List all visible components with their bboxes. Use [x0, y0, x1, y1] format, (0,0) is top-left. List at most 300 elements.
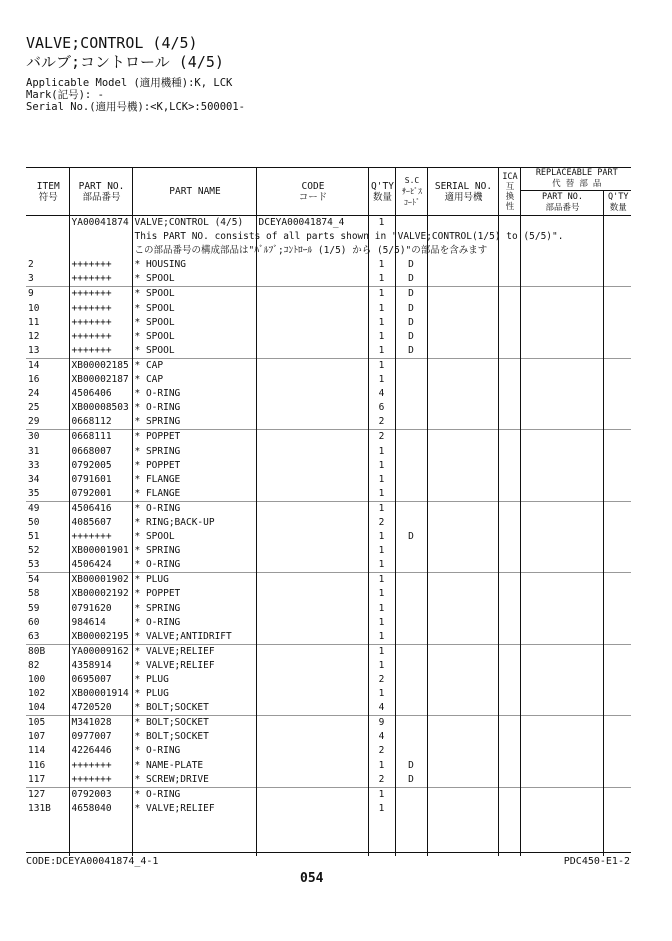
part-name-cell: * SCREW;DRIVE	[132, 773, 256, 788]
repl-qty-cell	[603, 516, 631, 530]
part-no-cell: +++++++	[69, 773, 132, 788]
repl-qty-cell	[603, 216, 631, 231]
table-row	[26, 787, 631, 802]
item-cell: 58	[28, 588, 40, 600]
item-cell: 53	[28, 559, 40, 571]
code-cell	[256, 659, 368, 673]
part-no-cell: YA00009162	[69, 644, 132, 659]
serial-cell	[427, 344, 498, 359]
item-cell: 131B	[28, 802, 51, 814]
serial-cell	[427, 544, 498, 558]
repl-part-cell	[520, 387, 603, 401]
serial-cell	[427, 415, 498, 430]
table-row	[26, 272, 631, 287]
repl-part-cell	[520, 358, 603, 373]
repl-part-cell	[520, 802, 603, 816]
code-cell	[256, 716, 368, 731]
ica-cell	[498, 387, 520, 401]
sc-cell	[395, 473, 427, 487]
part-no-cell: 0791620	[69, 602, 132, 616]
header-ica: ICA 互 換 性	[498, 168, 520, 216]
sc-cell: D	[395, 344, 427, 359]
ica-cell	[498, 216, 520, 231]
qty-cell: 1	[368, 573, 395, 588]
ica-cell	[498, 587, 520, 601]
repl-part-cell	[520, 558, 603, 573]
qty-cell: 1	[368, 558, 395, 573]
part-name-cell: * O-RING	[132, 558, 256, 573]
repl-part-cell	[520, 516, 603, 530]
part-no-cell: 0668111	[69, 430, 132, 445]
part-name-cell: * VALVE;RELIEF	[132, 802, 256, 816]
code-cell	[256, 558, 368, 573]
table-row	[26, 344, 631, 359]
part-no-cell: 4085607	[69, 516, 132, 530]
part-no-cell: XB00002195	[69, 630, 132, 645]
qty-cell: 1	[368, 602, 395, 616]
repl-qty-cell	[603, 573, 631, 588]
item-cell: 14	[26, 358, 69, 373]
footer-doc-id: PDC450-E1-2	[563, 856, 630, 867]
serial-cell	[427, 473, 498, 487]
repl-qty-cell	[603, 659, 631, 673]
table-row	[26, 659, 631, 673]
code-cell	[256, 759, 368, 773]
table-row	[26, 230, 631, 244]
part-no-cell: 4226446	[69, 744, 132, 758]
ica-cell	[498, 330, 520, 344]
sc-cell: D	[395, 258, 427, 272]
code-cell	[256, 373, 368, 387]
part-no-cell: XB00001914	[69, 687, 132, 701]
code-cell	[256, 687, 368, 701]
code-cell	[256, 644, 368, 659]
serial-cell	[427, 701, 498, 716]
ica-cell	[498, 530, 520, 544]
code-cell	[256, 473, 368, 487]
table-row	[26, 501, 631, 516]
part-no-cell: 0668112	[69, 415, 132, 430]
table-row	[26, 473, 631, 487]
repl-qty-cell	[603, 316, 631, 330]
repl-qty-cell	[603, 501, 631, 516]
qty-cell: 1	[368, 330, 395, 344]
repl-part-cell	[520, 716, 603, 731]
part-name-cell: * RING;BACK-UP	[132, 516, 256, 530]
qty-cell: 1	[368, 530, 395, 544]
qty-cell: 1	[368, 258, 395, 272]
part-no-cell: +++++++	[69, 287, 132, 302]
part-name-cell: * BOLT;SOCKET	[132, 716, 256, 731]
serial-cell	[427, 302, 498, 316]
sc-cell: D	[395, 773, 427, 788]
part-name-cell: * SPRING	[132, 445, 256, 459]
sc-cell: D	[395, 330, 427, 344]
item-cell	[26, 230, 69, 244]
ica-cell	[498, 802, 520, 816]
qty-cell: 1	[368, 802, 395, 816]
code-cell	[256, 358, 368, 373]
item-cell: 12	[28, 330, 40, 342]
item-cell: 104	[28, 702, 46, 714]
sc-cell	[395, 216, 427, 231]
title-jp: バルブ;コントロール (4/5)	[26, 53, 224, 71]
table-row	[26, 687, 631, 701]
ica-cell	[498, 644, 520, 659]
ica-cell	[498, 487, 520, 502]
serial-cell	[427, 459, 498, 473]
item-cell: 54	[26, 573, 69, 588]
table-row	[26, 802, 631, 816]
part-no-cell: YA00041874	[69, 216, 132, 231]
qty-cell: 1	[368, 630, 395, 645]
part-no-cell: XB00008503	[69, 401, 132, 415]
part-name-cell: * SPRING	[132, 544, 256, 558]
item-cell: 114	[28, 745, 46, 757]
code-cell	[256, 330, 368, 344]
item-cell: 127	[26, 787, 69, 802]
repl-part-cell	[520, 244, 603, 258]
item-cell: 30	[26, 430, 69, 445]
part-name-cell: * O-RING	[132, 401, 256, 415]
repl-part-cell	[520, 501, 603, 516]
repl-qty-cell	[603, 530, 631, 544]
qty-cell: 1	[368, 316, 395, 330]
code-cell	[256, 530, 368, 544]
part-name-cell: * FLANGE	[132, 487, 256, 502]
part-name-cell: * VALVE;RELIEF	[132, 659, 256, 673]
ica-cell	[498, 616, 520, 630]
qty-cell: 1	[368, 487, 395, 502]
ica-cell	[498, 673, 520, 687]
sc-cell	[395, 373, 427, 387]
repl-part-cell	[520, 630, 603, 645]
part-no-cell: 0668007	[69, 445, 132, 459]
repl-part-cell	[520, 730, 603, 744]
repl-part-cell	[520, 344, 603, 359]
table-row	[26, 401, 631, 415]
item-cell: 16	[28, 374, 40, 386]
code-cell	[256, 516, 368, 530]
table-row	[26, 415, 631, 430]
serial-cell	[427, 558, 498, 573]
table-row	[26, 759, 631, 773]
item-cell	[26, 244, 69, 258]
header-serial: SERIAL NO. 適用号機	[427, 168, 498, 216]
repl-part-cell	[520, 744, 603, 758]
header-replaceable: REPLACEABLE PART 代 替 部 品	[520, 168, 631, 191]
qty-cell: 2	[368, 744, 395, 758]
repl-qty-cell	[603, 387, 631, 401]
repl-part-cell	[520, 687, 603, 701]
item-cell	[26, 216, 69, 231]
repl-qty-cell	[603, 716, 631, 731]
qty-cell: 1	[368, 344, 395, 359]
repl-qty-cell	[603, 330, 631, 344]
repl-qty-cell	[603, 616, 631, 630]
sc-cell	[395, 387, 427, 401]
part-no-cell: 0792005	[69, 459, 132, 473]
item-cell: 105	[26, 716, 69, 731]
item-cell: 49	[26, 501, 69, 516]
code-cell	[256, 587, 368, 601]
qty-cell: 1	[368, 216, 395, 231]
repl-part-cell	[520, 673, 603, 687]
repl-qty-cell	[603, 630, 631, 645]
sc-cell	[395, 445, 427, 459]
ica-cell	[498, 430, 520, 445]
part-no-cell: +++++++	[69, 258, 132, 272]
table-row	[26, 701, 631, 716]
parts-table	[26, 167, 631, 856]
repl-qty-cell	[603, 445, 631, 459]
repl-part-cell	[520, 258, 603, 272]
ica-cell	[498, 573, 520, 588]
ica-cell	[498, 258, 520, 272]
part-name-cell: * SPOOL	[132, 272, 256, 287]
part-no-cell: 0977007	[69, 730, 132, 744]
repl-qty-cell	[603, 487, 631, 502]
part-name-cell: * O-RING	[132, 501, 256, 516]
item-cell: 59	[28, 602, 40, 614]
item-cell: 60	[28, 616, 40, 628]
header-code: CODE コード	[256, 168, 368, 216]
part-name-cell: * BOLT;SOCKET	[132, 730, 256, 744]
item-cell: 11	[28, 316, 40, 328]
qty-cell: 1	[368, 659, 395, 673]
repl-qty-cell	[603, 258, 631, 272]
repl-part-cell	[520, 287, 603, 302]
qty-cell: 1	[368, 787, 395, 802]
item-cell: 2	[28, 259, 34, 271]
serial-cell	[427, 716, 498, 731]
repl-part-cell	[520, 787, 603, 802]
code-cell	[256, 673, 368, 687]
table-row	[26, 445, 631, 459]
sc-cell	[395, 558, 427, 573]
qty-cell: 4	[368, 701, 395, 716]
item-cell: 63	[28, 630, 40, 642]
ica-cell	[498, 244, 520, 258]
item-cell: 50	[28, 516, 40, 528]
serial-cell	[427, 687, 498, 701]
qty-cell: 2	[368, 516, 395, 530]
ica-cell	[498, 302, 520, 316]
sc-cell	[395, 701, 427, 716]
repl-qty-cell	[603, 272, 631, 287]
page-number: 054	[300, 871, 324, 886]
part-no-cell: 0792001	[69, 487, 132, 502]
item-cell: 102	[28, 688, 46, 700]
repl-qty-cell	[603, 430, 631, 445]
footer-divider	[26, 852, 631, 853]
part-no-cell: 0791601	[69, 473, 132, 487]
table-row	[26, 316, 631, 330]
repl-qty-cell	[603, 473, 631, 487]
part-name-cell: * PLUG	[132, 673, 256, 687]
sc-cell	[395, 501, 427, 516]
qty-cell: 1	[368, 302, 395, 316]
sc-cell	[395, 358, 427, 373]
table-row	[26, 744, 631, 758]
repl-part-cell	[520, 587, 603, 601]
serial-cell	[427, 216, 498, 231]
repl-qty-cell	[603, 759, 631, 773]
part-name-cell: * O-RING	[132, 787, 256, 802]
part-name-cell: * POPPET	[132, 459, 256, 473]
ica-cell	[498, 602, 520, 616]
repl-qty-cell	[603, 287, 631, 302]
serial-cell	[427, 573, 498, 588]
table-row	[26, 558, 631, 573]
sc-cell	[395, 802, 427, 816]
part-no-cell: XB00002187	[69, 373, 132, 387]
serial-cell	[427, 430, 498, 445]
item-cell: 9	[26, 287, 69, 302]
qty-cell: 1	[368, 759, 395, 773]
part-no-cell: XB00001902	[69, 573, 132, 588]
qty-cell: 6	[368, 401, 395, 415]
item-cell: 116	[28, 759, 46, 771]
serial-cell	[427, 602, 498, 616]
item-cell: 3	[28, 273, 34, 285]
header-sc: S.C ｻｰﾋﾞｽ ｺｰﾄﾞ	[395, 168, 427, 216]
ica-cell	[498, 445, 520, 459]
serial-cell	[427, 759, 498, 773]
serial-cell	[427, 445, 498, 459]
sc-cell: D	[395, 287, 427, 302]
item-cell: 10	[28, 302, 40, 314]
part-no-cell: 4720520	[69, 701, 132, 716]
sc-cell: D	[395, 759, 427, 773]
qty-cell: 1	[368, 373, 395, 387]
sc-cell	[395, 716, 427, 731]
ica-cell	[498, 373, 520, 387]
ica-cell	[498, 544, 520, 558]
item-cell: 80B	[26, 644, 69, 659]
qty-cell: 1	[368, 358, 395, 373]
ica-cell	[498, 759, 520, 773]
qty-cell: 1	[368, 616, 395, 630]
code-cell	[256, 430, 368, 445]
qty-cell: 4	[368, 730, 395, 744]
part-name-cell: * CAP	[132, 373, 256, 387]
repl-part-cell	[520, 759, 603, 773]
serial-cell	[427, 659, 498, 673]
part-name-cell: * SPRING	[132, 415, 256, 430]
repl-qty-cell	[603, 744, 631, 758]
serial-cell	[427, 530, 498, 544]
part-no-cell	[69, 244, 132, 258]
sc-cell	[395, 587, 427, 601]
part-no-cell: XB00002185	[69, 358, 132, 373]
part-name-cell: * SPOOL	[132, 302, 256, 316]
table-row	[26, 244, 631, 258]
sc-cell: D	[395, 530, 427, 544]
repl-part-cell	[520, 316, 603, 330]
item-cell: 82	[28, 659, 40, 671]
part-name-cell: * PLUG	[132, 573, 256, 588]
ica-cell	[498, 687, 520, 701]
repl-part-cell	[520, 616, 603, 630]
code-cell	[256, 415, 368, 430]
table-row	[26, 459, 631, 473]
header-part-no: PART NO. 部品番号	[69, 168, 132, 216]
serial-cell	[427, 630, 498, 645]
serial-cell	[427, 730, 498, 744]
sc-cell	[395, 616, 427, 630]
part-no-cell: +++++++	[69, 330, 132, 344]
serial-cell	[427, 587, 498, 601]
sc-cell	[395, 644, 427, 659]
item-cell: 31	[28, 445, 40, 457]
part-no-cell: 0792003	[69, 787, 132, 802]
code-cell	[256, 701, 368, 716]
sc-cell	[395, 401, 427, 415]
ica-cell	[498, 316, 520, 330]
serial-cell	[427, 316, 498, 330]
repl-qty-cell	[603, 302, 631, 316]
code-cell	[256, 630, 368, 645]
table-row	[26, 258, 631, 272]
serial-cell	[427, 330, 498, 344]
part-name-cell: This PART NO. consists of all parts shown in "VALVE;CONTROL(1/5) to (5/5)".	[132, 230, 256, 244]
qty-cell: 1	[368, 445, 395, 459]
repl-part-cell	[520, 487, 603, 502]
header-repl-part-no: PART NO. 部品番号	[520, 191, 603, 216]
part-name-cell: * NAME-PLATE	[132, 759, 256, 773]
part-name-cell: * O-RING	[132, 744, 256, 758]
item-cell: 33	[28, 459, 40, 471]
header-item: ITEM 符号	[26, 168, 69, 216]
code-cell	[256, 445, 368, 459]
repl-qty-cell	[603, 459, 631, 473]
repl-qty-cell	[603, 687, 631, 701]
part-name-cell: * SPRING	[132, 602, 256, 616]
sc-cell	[395, 516, 427, 530]
code-cell	[256, 272, 368, 287]
part-name-cell: * PLUG	[132, 687, 256, 701]
item-cell: 24	[28, 388, 40, 400]
repl-part-cell	[520, 459, 603, 473]
serial-cell	[427, 673, 498, 687]
ica-cell	[498, 516, 520, 530]
part-no-cell: M341028	[69, 716, 132, 731]
repl-part-cell	[520, 530, 603, 544]
table-row	[26, 716, 631, 731]
part-no-cell: 4506424	[69, 558, 132, 573]
qty-cell: 1	[368, 473, 395, 487]
sc-cell	[395, 573, 427, 588]
header-repl-qty: Q'TY 数量	[603, 191, 631, 216]
serial-cell	[427, 616, 498, 630]
table-row	[26, 530, 631, 544]
sc-cell	[395, 415, 427, 430]
code-cell	[256, 802, 368, 816]
part-no-cell	[69, 230, 132, 244]
repl-part-cell	[520, 773, 603, 788]
item-cell: 107	[28, 731, 46, 743]
ica-cell	[498, 701, 520, 716]
repl-part-cell	[520, 701, 603, 716]
sc-cell	[395, 487, 427, 502]
code-cell	[256, 387, 368, 401]
qty-cell: 1	[368, 644, 395, 659]
sc-cell: D	[395, 316, 427, 330]
table-row	[26, 287, 631, 302]
part-no-cell: 4506416	[69, 501, 132, 516]
serial-cell	[427, 802, 498, 816]
